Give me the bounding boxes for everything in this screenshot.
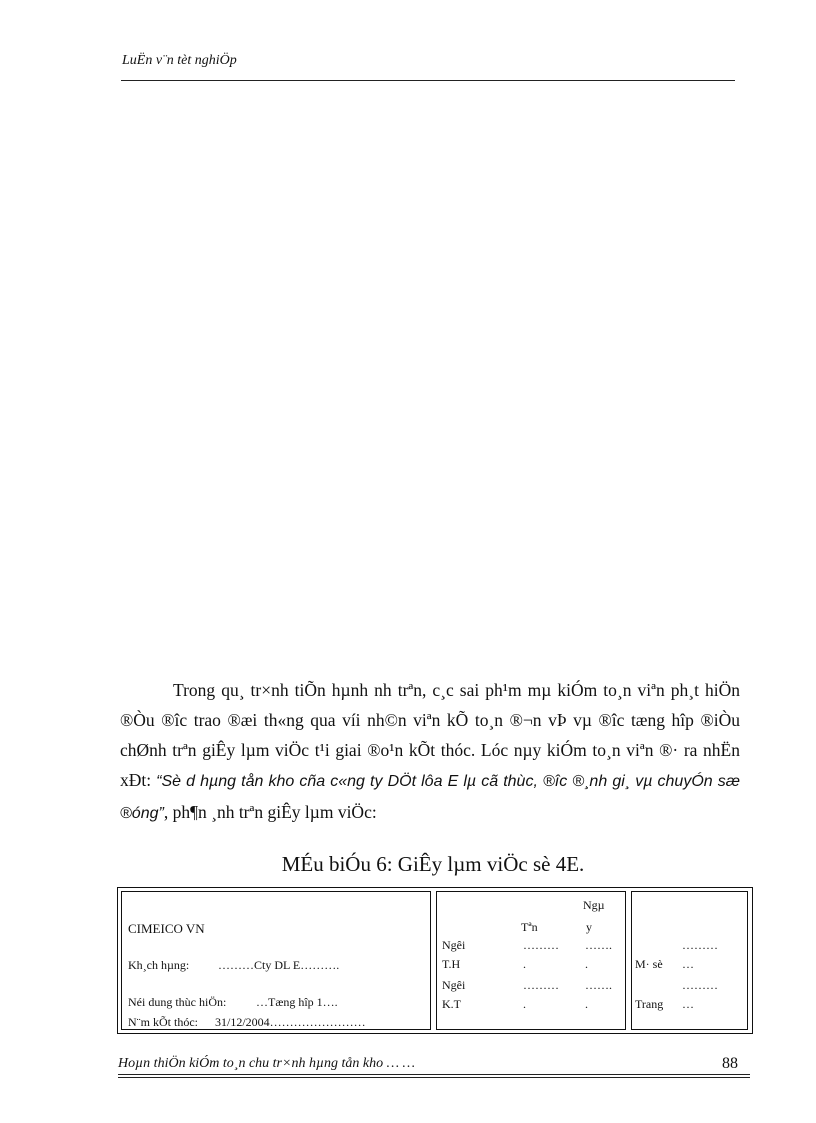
preparer-date-dots: ……. [585,938,612,952]
page-dots: ……… [682,978,718,992]
reviewer-date-dot: . [585,997,588,1011]
yearend-value: 31/12/2004…………………… [215,1015,366,1029]
reviewer-date-dots: ……. [585,978,612,992]
date-header-1: Ngµ [583,898,605,912]
body-quote: “Sè d hµng tån kho cña c«ng ty DÖt lôa E lµ cã thùc, ®îc ®¸nh gi¸ vµ chuyÓn sæ ®óng” [120,773,740,822]
reviewer-label-1: Ngêi [442,978,466,992]
preparer-label-2: T.H [442,957,461,971]
body-text-end: , ph¶n ¸nh trªn giÊy lµm viÖc: [163,802,377,822]
content-label: Néi dung thùc hiÖn: [128,995,227,1009]
content-value: …Tæng hîp 1…. [256,995,338,1009]
page-footer: Hoµn thiÖn kiÓm to¸n chu tr×nh hµng tån kho … … [118,1056,416,1071]
body-paragraph [120,675,740,829]
page-header: LuËn v¨n tèt nghiÖp [122,53,237,68]
form-signoff-cell [436,891,626,1030]
yearend-label: N¨m kÕt thóc: [128,1015,198,1029]
reviewer-name-dot: . [523,997,526,1011]
client-label: Kh¸ch hµng: [128,958,190,972]
code-label: M· sè [635,957,663,971]
preparer-name-dot: . [523,957,526,971]
page-number: 88 [722,1055,738,1072]
table-caption: MÉu biÓu 6: GiÊy lµm viÖc sè 4E. [281,852,585,876]
company-name: CIMEICO VN [128,921,205,936]
page-label: Trang [635,997,664,1011]
preparer-name-dots: ……… [523,938,559,952]
header-rule [121,80,735,81]
footer-rule [118,1074,750,1075]
form-info-cell [121,891,431,1030]
body-text: Trong qu¸ tr×nh tiÕn hµnh nh trªn, c¸c sai ph¹m mµ kiÓm to¸n viªn ph¸t hiÖn ®Òu ®îc trao ®æi th«ng qua víi nh©n viªn kÕ to¸n ®¬n vÞ vµ ®îc tæng hîp ®iÒu chØnh trªn giÊy lµm viÖc t¹i giai ®o¹n kÕt thóc. Lóc nµy kiÓm to¸n viªn ®· ra nhËn xÐt: [120,680,740,790]
preparer-label-1: Ngêi [442,938,466,952]
form-ref-cell [631,891,748,1030]
working-paper-form [117,887,753,1034]
code-dots: ……… [682,938,718,952]
name-header: Tªn [521,920,538,934]
footer-rule-second [118,1077,750,1078]
reviewer-name-dots: ……… [523,978,559,992]
date-header-2: y [586,920,592,934]
client-value: ………Cty DL E………. [218,958,340,972]
page-value: … [682,997,694,1011]
preparer-date-dot: . [585,957,588,971]
code-value: … [682,957,694,971]
reviewer-label-2: K.T [442,997,461,1011]
